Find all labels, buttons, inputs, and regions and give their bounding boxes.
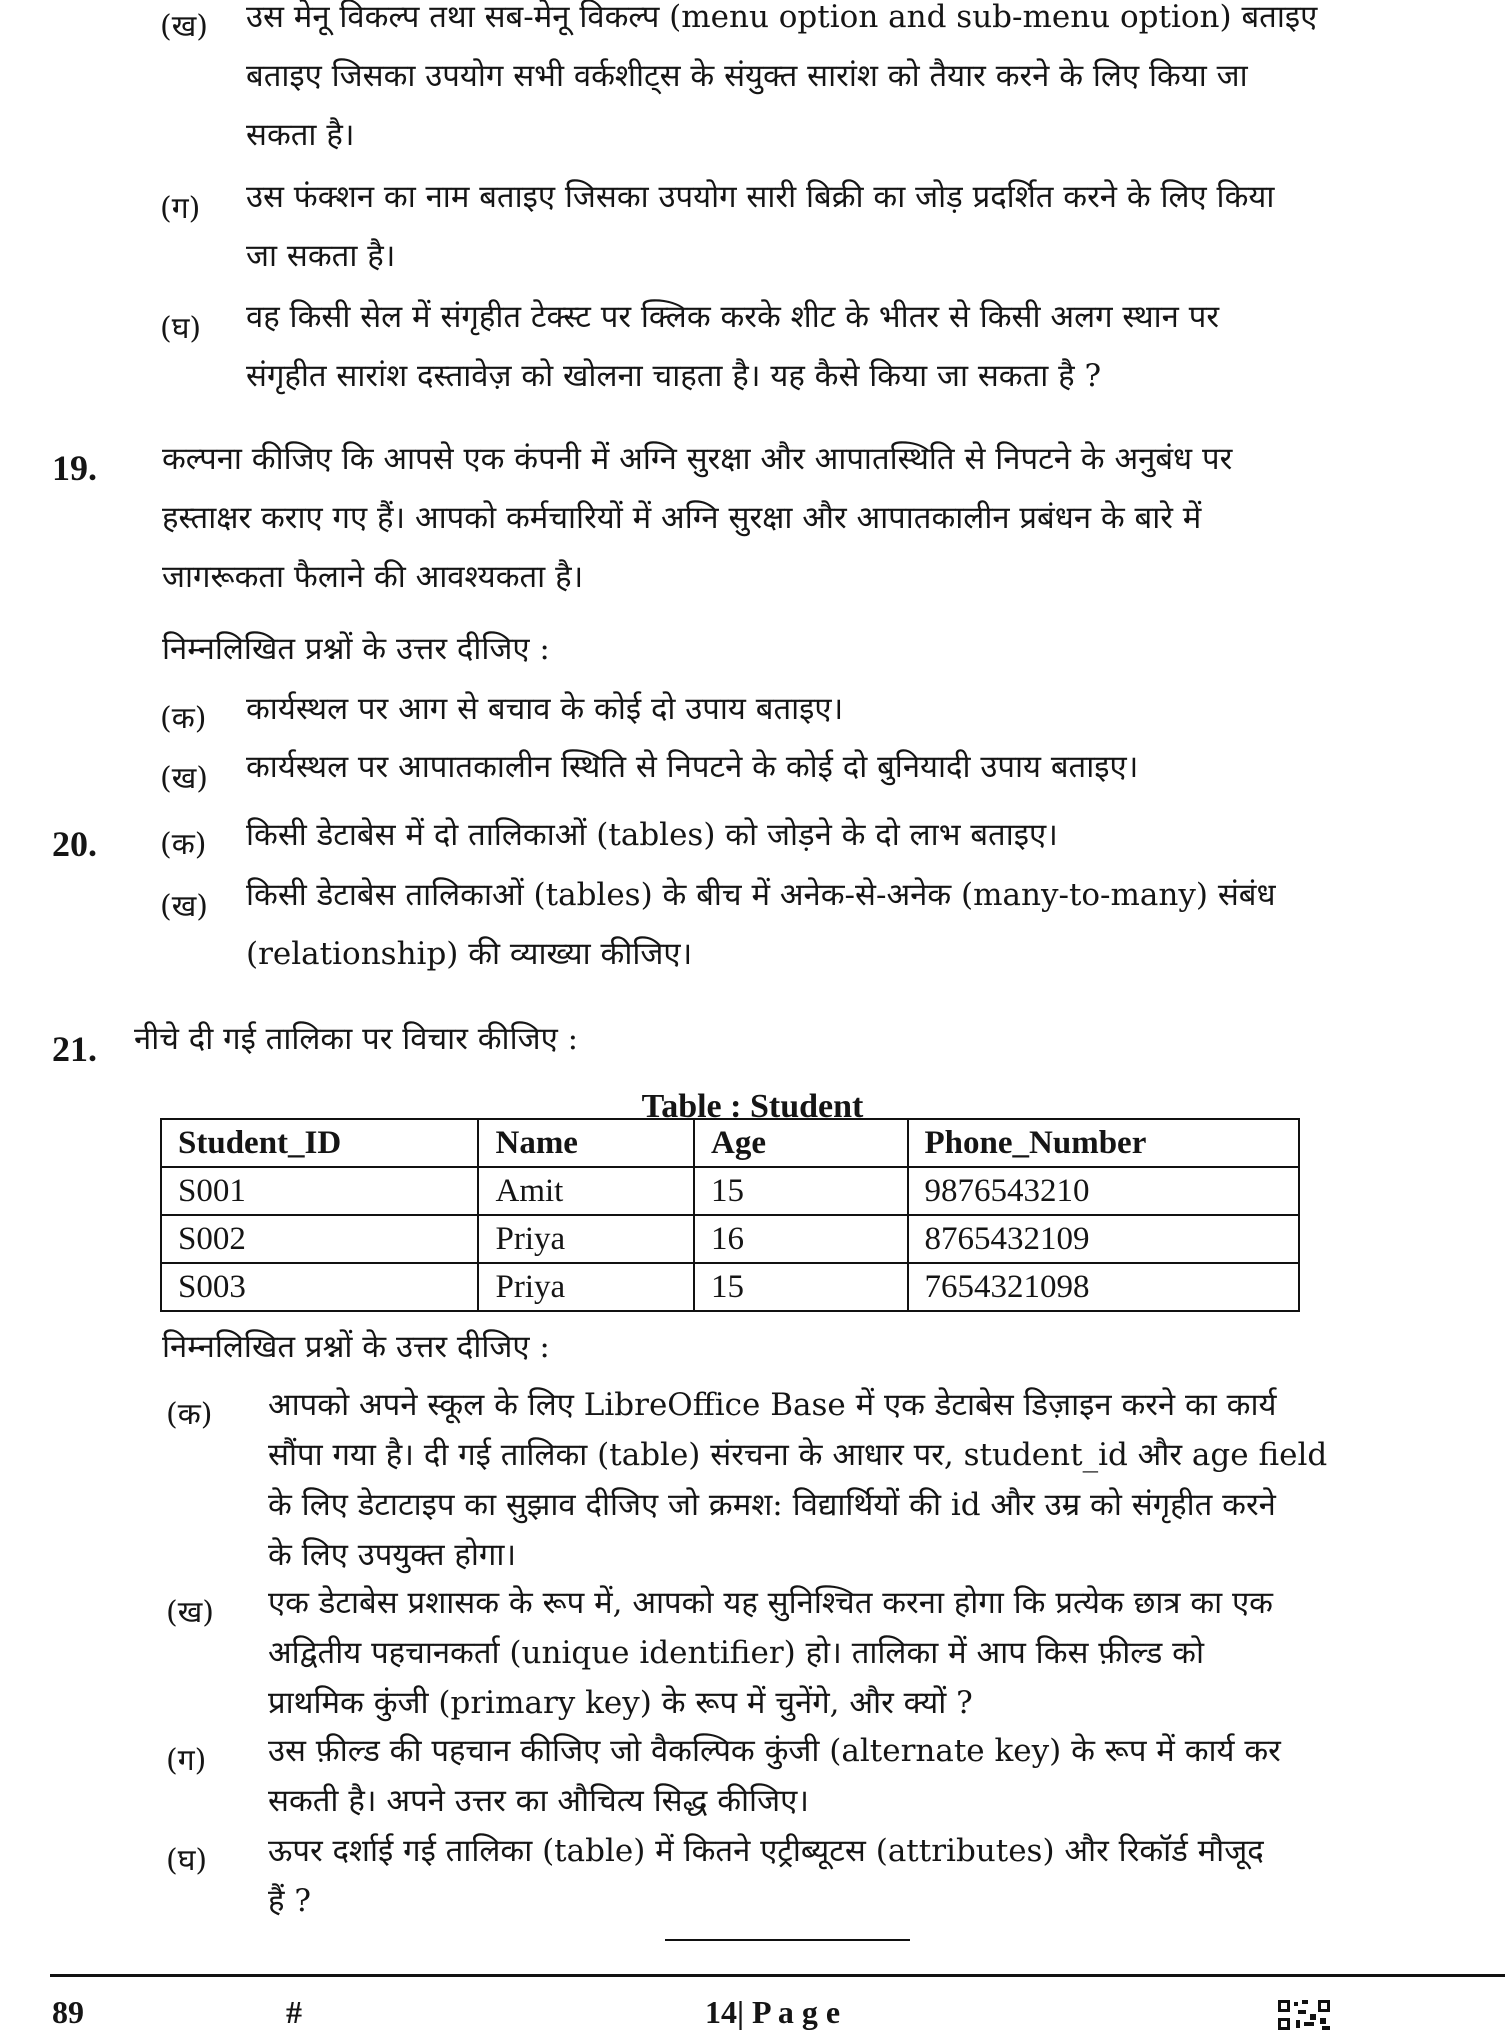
page-number: 14| P a g e (705, 1994, 841, 2030)
column-header: Phone_Number (908, 1119, 1299, 1167)
q21-a-line: आपको अपने स्कूल के लिए LibreOffice Base में एक डेटाबेस डिज़ाइन करने का कार्य (268, 1387, 1277, 1423)
q21-c-label: (ग) (166, 1743, 207, 1778)
q18-b-line: बताइए जिसका उपयोग सभी वर्कशीट्स के संयुक्त सारांश को तैयार करने के लिए किया जा (246, 58, 1248, 94)
table-header-row (161, 1119, 1299, 1167)
column-header: Age (694, 1119, 907, 1167)
q21-c-text (268, 1726, 1443, 1826)
table-row (161, 1215, 1299, 1263)
q19-number: 19. (52, 448, 97, 488)
table-cell: 8765432109 (908, 1215, 1299, 1263)
q18-d-line: संगृहीत सारांश दस्तावेज़ को खोलना चाहता है। यह कैसे किया जा सकता है ? (246, 358, 1102, 394)
q21-c-line: सकती है। अपने उत्तर का औचित्य सिद्ध कीजिए। (268, 1783, 809, 1819)
q21-a-label: (क) (166, 1397, 213, 1432)
q21-intro: नीचे दी गई तालिका पर विचार कीजिए : (134, 1021, 579, 1057)
q18-c-label: (ग) (160, 191, 201, 226)
q21-d-line: ऊपर दर्शाई गई तालिका (table) में कितने एट्रीब्यूटस (attributes) और रिकॉर्ड मौजूद (268, 1833, 1264, 1869)
footer-rule (50, 1974, 1505, 1977)
q21-instruction: निम्नलिखित प्रश्नों के उत्तर दीजिए : (162, 1329, 550, 1365)
q18-c-line: जा सकता है। (246, 238, 396, 274)
table-row (161, 1167, 1299, 1215)
student-table (160, 1118, 1300, 1312)
q21-a-line: सौंपा गया है। दी गई तालिका (table) संरचना के आधार पर, student_id और age field (268, 1437, 1328, 1473)
table-cell: Priya (478, 1263, 694, 1311)
table-cell: 15 (694, 1167, 907, 1215)
q19-instruction: निम्नलिखित प्रश्नों के उत्तर दीजिए : (162, 631, 550, 667)
q21-b-line: अद्वितीय पहचानकर्ता (unique identifier) हो। तालिका में आप किस फ़ील्ड को (268, 1635, 1205, 1671)
q19-b-text: कार्यस्थल पर आपातकालीन स्थिति से निपटने के कोई दो बुनियादी उपाय बताइए। (246, 749, 1139, 785)
table-cell: Amit (478, 1167, 694, 1215)
q21-a-text (268, 1380, 1443, 1580)
column-header: Name (478, 1119, 694, 1167)
q20-a-label: (क) (160, 827, 207, 862)
q21-b-line: प्राथमिक कुंजी (primary key) के रूप में चुनेंगे, और क्यों ? (268, 1685, 973, 1721)
hash-mark: # (286, 1994, 302, 2030)
q19-line: जागरूकता फैलाने की आवश्यकता है। (162, 559, 584, 595)
q21-d-line: हैं ? (268, 1883, 311, 1919)
q20-a-text: किसी डेटाबेस में दो तालिकाओं (tables) को जोड़ने के दो लाभ बताइए। (246, 817, 1058, 853)
table-cell: Priya (478, 1215, 694, 1263)
table-cell: 9876543210 (908, 1167, 1299, 1215)
q21-b-label: (ख) (166, 1595, 214, 1630)
qr-code-icon (1278, 2000, 1330, 2030)
q21-d-text (268, 1826, 1443, 1926)
q20-b-label: (ख) (160, 889, 208, 924)
q20-b-line: किसी डेटाबेस तालिकाओं (tables) के बीच में अनेक-से-अनेक (many-to-many) संबंध (246, 877, 1276, 913)
q18-c-text (246, 168, 1446, 286)
q20-b-line: (relationship) की व्याख्या कीजिए। (246, 936, 693, 972)
q19-line: हस्ताक्षर कराए गए हैं। आपको कर्मचारियों में अग्नि सुरक्षा और आपातकालीन प्रबंधन के बारे में (162, 500, 1202, 536)
q19-a-text: कार्यस्थल पर आग से बचाव के कोई दो उपाय बताइए। (246, 691, 844, 727)
q18-d-label: (घ) (160, 311, 202, 346)
q21-a-line: के लिए डेटाटाइप का सुझाव दीजिए जो क्रमश: विद्यार्थियों की id और उम्र को संगृहीत करने (268, 1487, 1276, 1523)
q20-b-text (246, 866, 1456, 984)
q18-b-line: सकता है। (246, 117, 355, 153)
q21-b-text (268, 1578, 1443, 1728)
column-header: Student_ID (161, 1119, 478, 1167)
end-rule (665, 1939, 910, 1941)
q19-b-label: (ख) (160, 761, 208, 796)
table-cell: 7654321098 (908, 1263, 1299, 1311)
q18-b-line: उस मेनू विकल्प तथा सब-मेनू विकल्प (menu option and sub-menu option) बताइए (246, 0, 1318, 35)
q18-d-line: वह किसी सेल में संगृहीत टेक्स्ट पर क्लिक करके शीट के भीतर से किसी अलग स्थान पर (246, 299, 1220, 335)
table-cell: S001 (161, 1167, 478, 1215)
q21-c-line: उस फ़ील्ड की पहचान कीजिए जो वैकल्पिक कुंजी (alternate key) के रूप में कार्य कर (268, 1733, 1281, 1769)
q18-b-text (246, 0, 1446, 165)
paper-code: 89 (52, 1994, 84, 2030)
q21-b-line: एक डेटाबेस प्रशासक के रूप में, आपको यह सुनिश्चित करना होगा कि प्रत्येक छात्र का एक (268, 1585, 1273, 1621)
q19-stem (162, 430, 1452, 607)
table-cell: S002 (161, 1215, 478, 1263)
q21-a-line: के लिए उपयुक्त होगा। (268, 1537, 517, 1573)
q18-c-line: उस फंक्शन का नाम बताइए जिसका उपयोग सारी बिक्री का जोड़ प्रदर्शित करने के लिए किया (246, 179, 1275, 215)
q18-b-label: (ख) (160, 9, 208, 44)
q21-d-label: (घ) (166, 1843, 208, 1878)
table-cell: 16 (694, 1215, 907, 1263)
q19-line: कल्पना कीजिए कि आपसे एक कंपनी में अग्नि सुरक्षा और आपातस्थिति से निपटने के अनुबंध पर (162, 441, 1233, 477)
table-cell: S003 (161, 1263, 478, 1311)
table-row (161, 1263, 1299, 1311)
q18-d-text (246, 288, 1446, 406)
table-title: Table : Student (641, 1088, 864, 1125)
table-cell: 15 (694, 1263, 907, 1311)
q19-a-label: (क) (160, 701, 207, 736)
q21-number: 21. (52, 1029, 97, 1069)
q20-number: 20. (52, 824, 97, 864)
